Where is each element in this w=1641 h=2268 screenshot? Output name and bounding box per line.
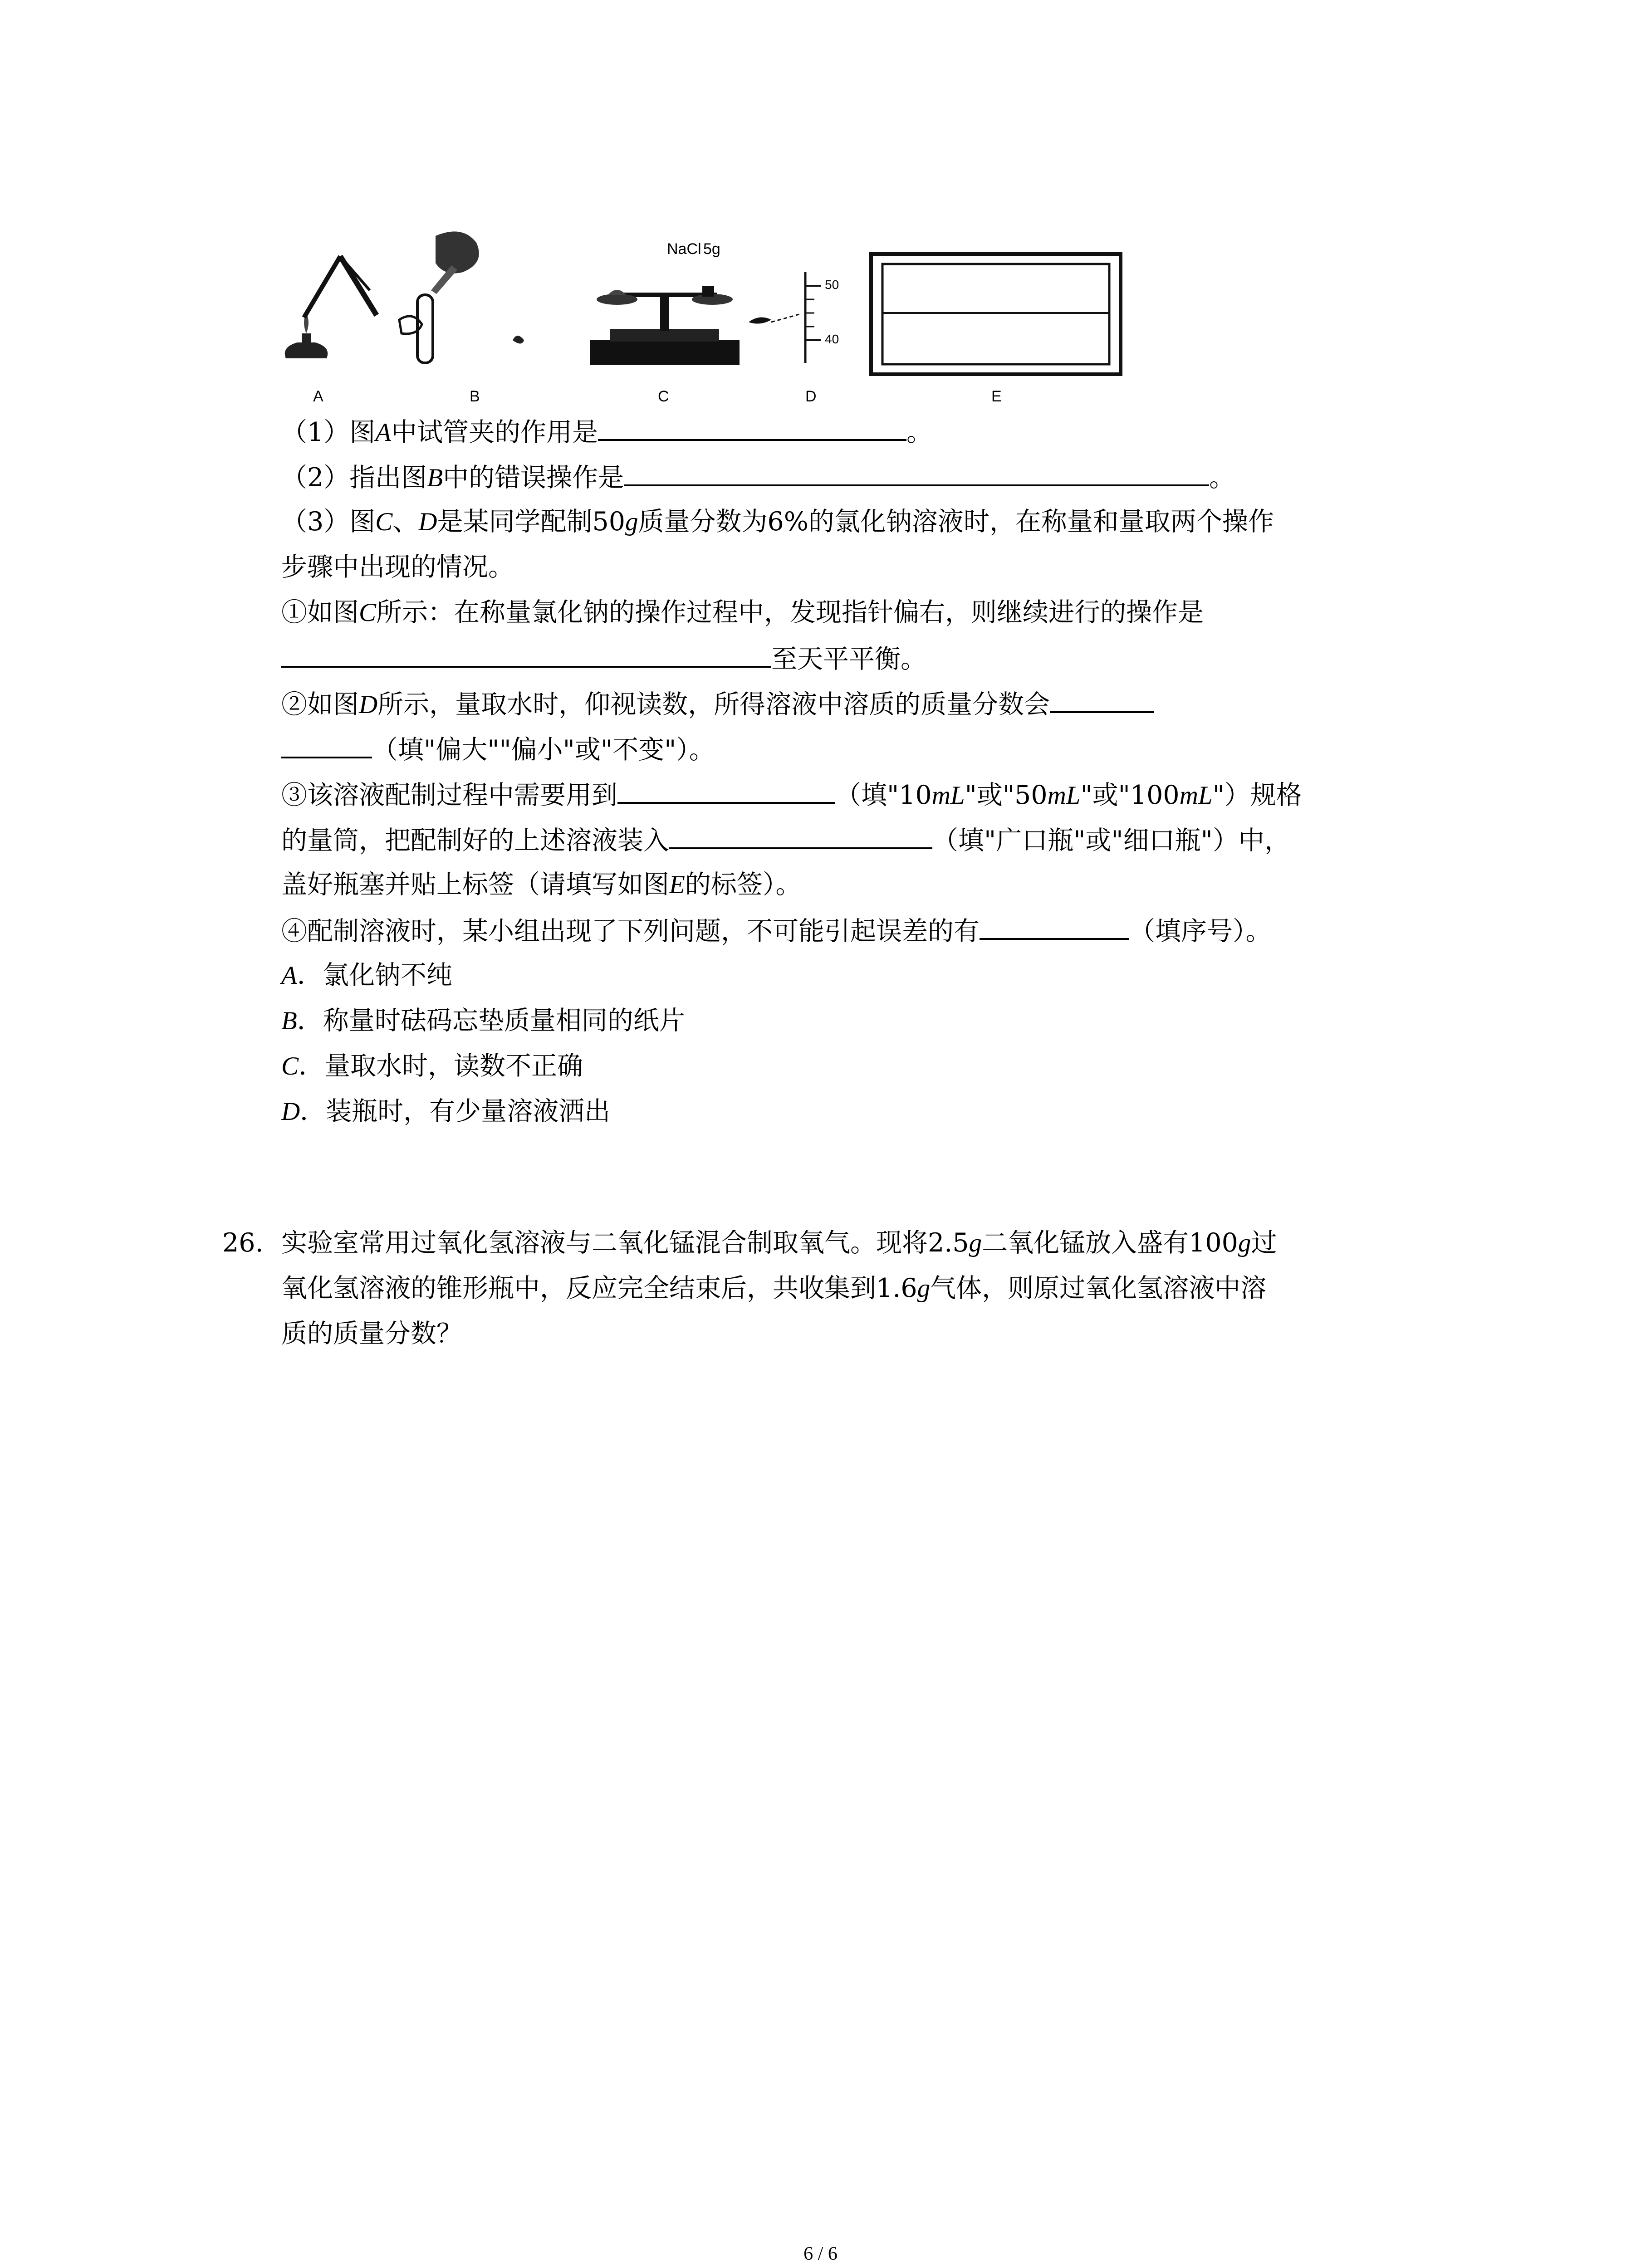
figure-e-label-box bbox=[871, 254, 1121, 374]
weight-label: 5g bbox=[703, 240, 720, 258]
q25-sub2-line1: ②如图D所示，量取水时，仰视读数，所得溶液中溶质的质量分数会 bbox=[281, 685, 1154, 723]
option-c: C．量取水时，读数不正确 bbox=[281, 1051, 583, 1081]
q25-part3-line1: （3）图C、D是某同学配制50g质量分数为6%的氯化钠溶液时，在称量和量取两个操作 bbox=[281, 507, 1274, 537]
figure-label-c: C bbox=[658, 388, 669, 405]
q25-sub3-line1: ③该溶液配制过程中需要用到 （填"10mL"或"50mL"或"100mL"）规格 bbox=[281, 776, 1302, 814]
nacl-label: NaCl bbox=[667, 240, 701, 258]
q25-sub3-line3: 盖好瓶塞并贴上标签（请填写如图E的标签）。 bbox=[281, 870, 802, 899]
scale-50-label: 50 bbox=[825, 278, 839, 292]
q25-sub4: ④配制溶液时，某小组出现了下列问题，不可能引起误差的有 （填序号）。 bbox=[281, 912, 1272, 949]
scale-40-label: 40 bbox=[825, 332, 839, 346]
answer-blank-5[interactable] bbox=[617, 776, 835, 804]
answer-blank-1[interactable] bbox=[598, 413, 906, 441]
q25-part3-line2: 步骤中出现的情况。 bbox=[281, 552, 514, 582]
q25-sub1-line2: 至天平平衡。 bbox=[281, 640, 926, 677]
q25-part1: （1）图A中试管夹的作用是 。 bbox=[281, 413, 932, 451]
option-b: B．称量时砝码忘垫质量相同的纸片 bbox=[281, 1006, 685, 1036]
option-a: A．氯化钠不纯 bbox=[281, 960, 452, 990]
answer-blank-3[interactable] bbox=[281, 640, 771, 668]
q26-line3: 质的质量分数？ bbox=[281, 1319, 462, 1349]
figure-label-e: E bbox=[991, 388, 1002, 405]
answer-blank-7[interactable] bbox=[980, 912, 1129, 940]
q26-number: 26. bbox=[222, 1228, 264, 1258]
figure-label-d: D bbox=[805, 388, 817, 405]
figure-label-a: A bbox=[313, 388, 323, 405]
figure-b-pouring-icon bbox=[399, 231, 524, 363]
figure-label-b: B bbox=[470, 388, 480, 405]
q26-line1: 实验室常用过氧化氢溶液与二氧化锰混合制取氧气。现将2.5g二氧化锰放入盛有100g过 bbox=[281, 1228, 1277, 1258]
answer-blank-6[interactable] bbox=[669, 821, 932, 849]
answer-blank-4[interactable] bbox=[1050, 685, 1154, 713]
option-d: D．装瓶时，有少量溶液洒出 bbox=[281, 1096, 611, 1126]
figure-d-cylinder-icon bbox=[749, 272, 821, 363]
q25-sub3-line2: 的量筒，把配制好的上述溶液装入 （填"广口瓶"或"细口瓶"）中， bbox=[281, 821, 1290, 859]
q26-line2: 氧化氢溶液的锥形瓶中，反应完全结束后，共收集到1.6g气体，则原过氧化氢溶液中溶 bbox=[281, 1273, 1267, 1303]
experiment-figure bbox=[272, 227, 1134, 408]
figure-a-lamp-icon bbox=[285, 256, 377, 358]
q25-sub2-line2: （填"偏大""偏小"或"不变"）。 bbox=[281, 730, 715, 768]
q25-part2: （2）指出图B中的错误操作是 。 bbox=[281, 458, 1235, 496]
page-number: 6 / 6 bbox=[803, 2244, 838, 2264]
figure-c-balance-icon bbox=[590, 286, 740, 365]
q25-sub1-line1: ①如图C所示：在称量氯化钠的操作过程中，发现指针偏右，则继续进行的操作是 bbox=[281, 597, 1204, 627]
answer-blank-4b[interactable] bbox=[281, 730, 372, 758]
answer-blank-2[interactable] bbox=[624, 458, 1209, 486]
